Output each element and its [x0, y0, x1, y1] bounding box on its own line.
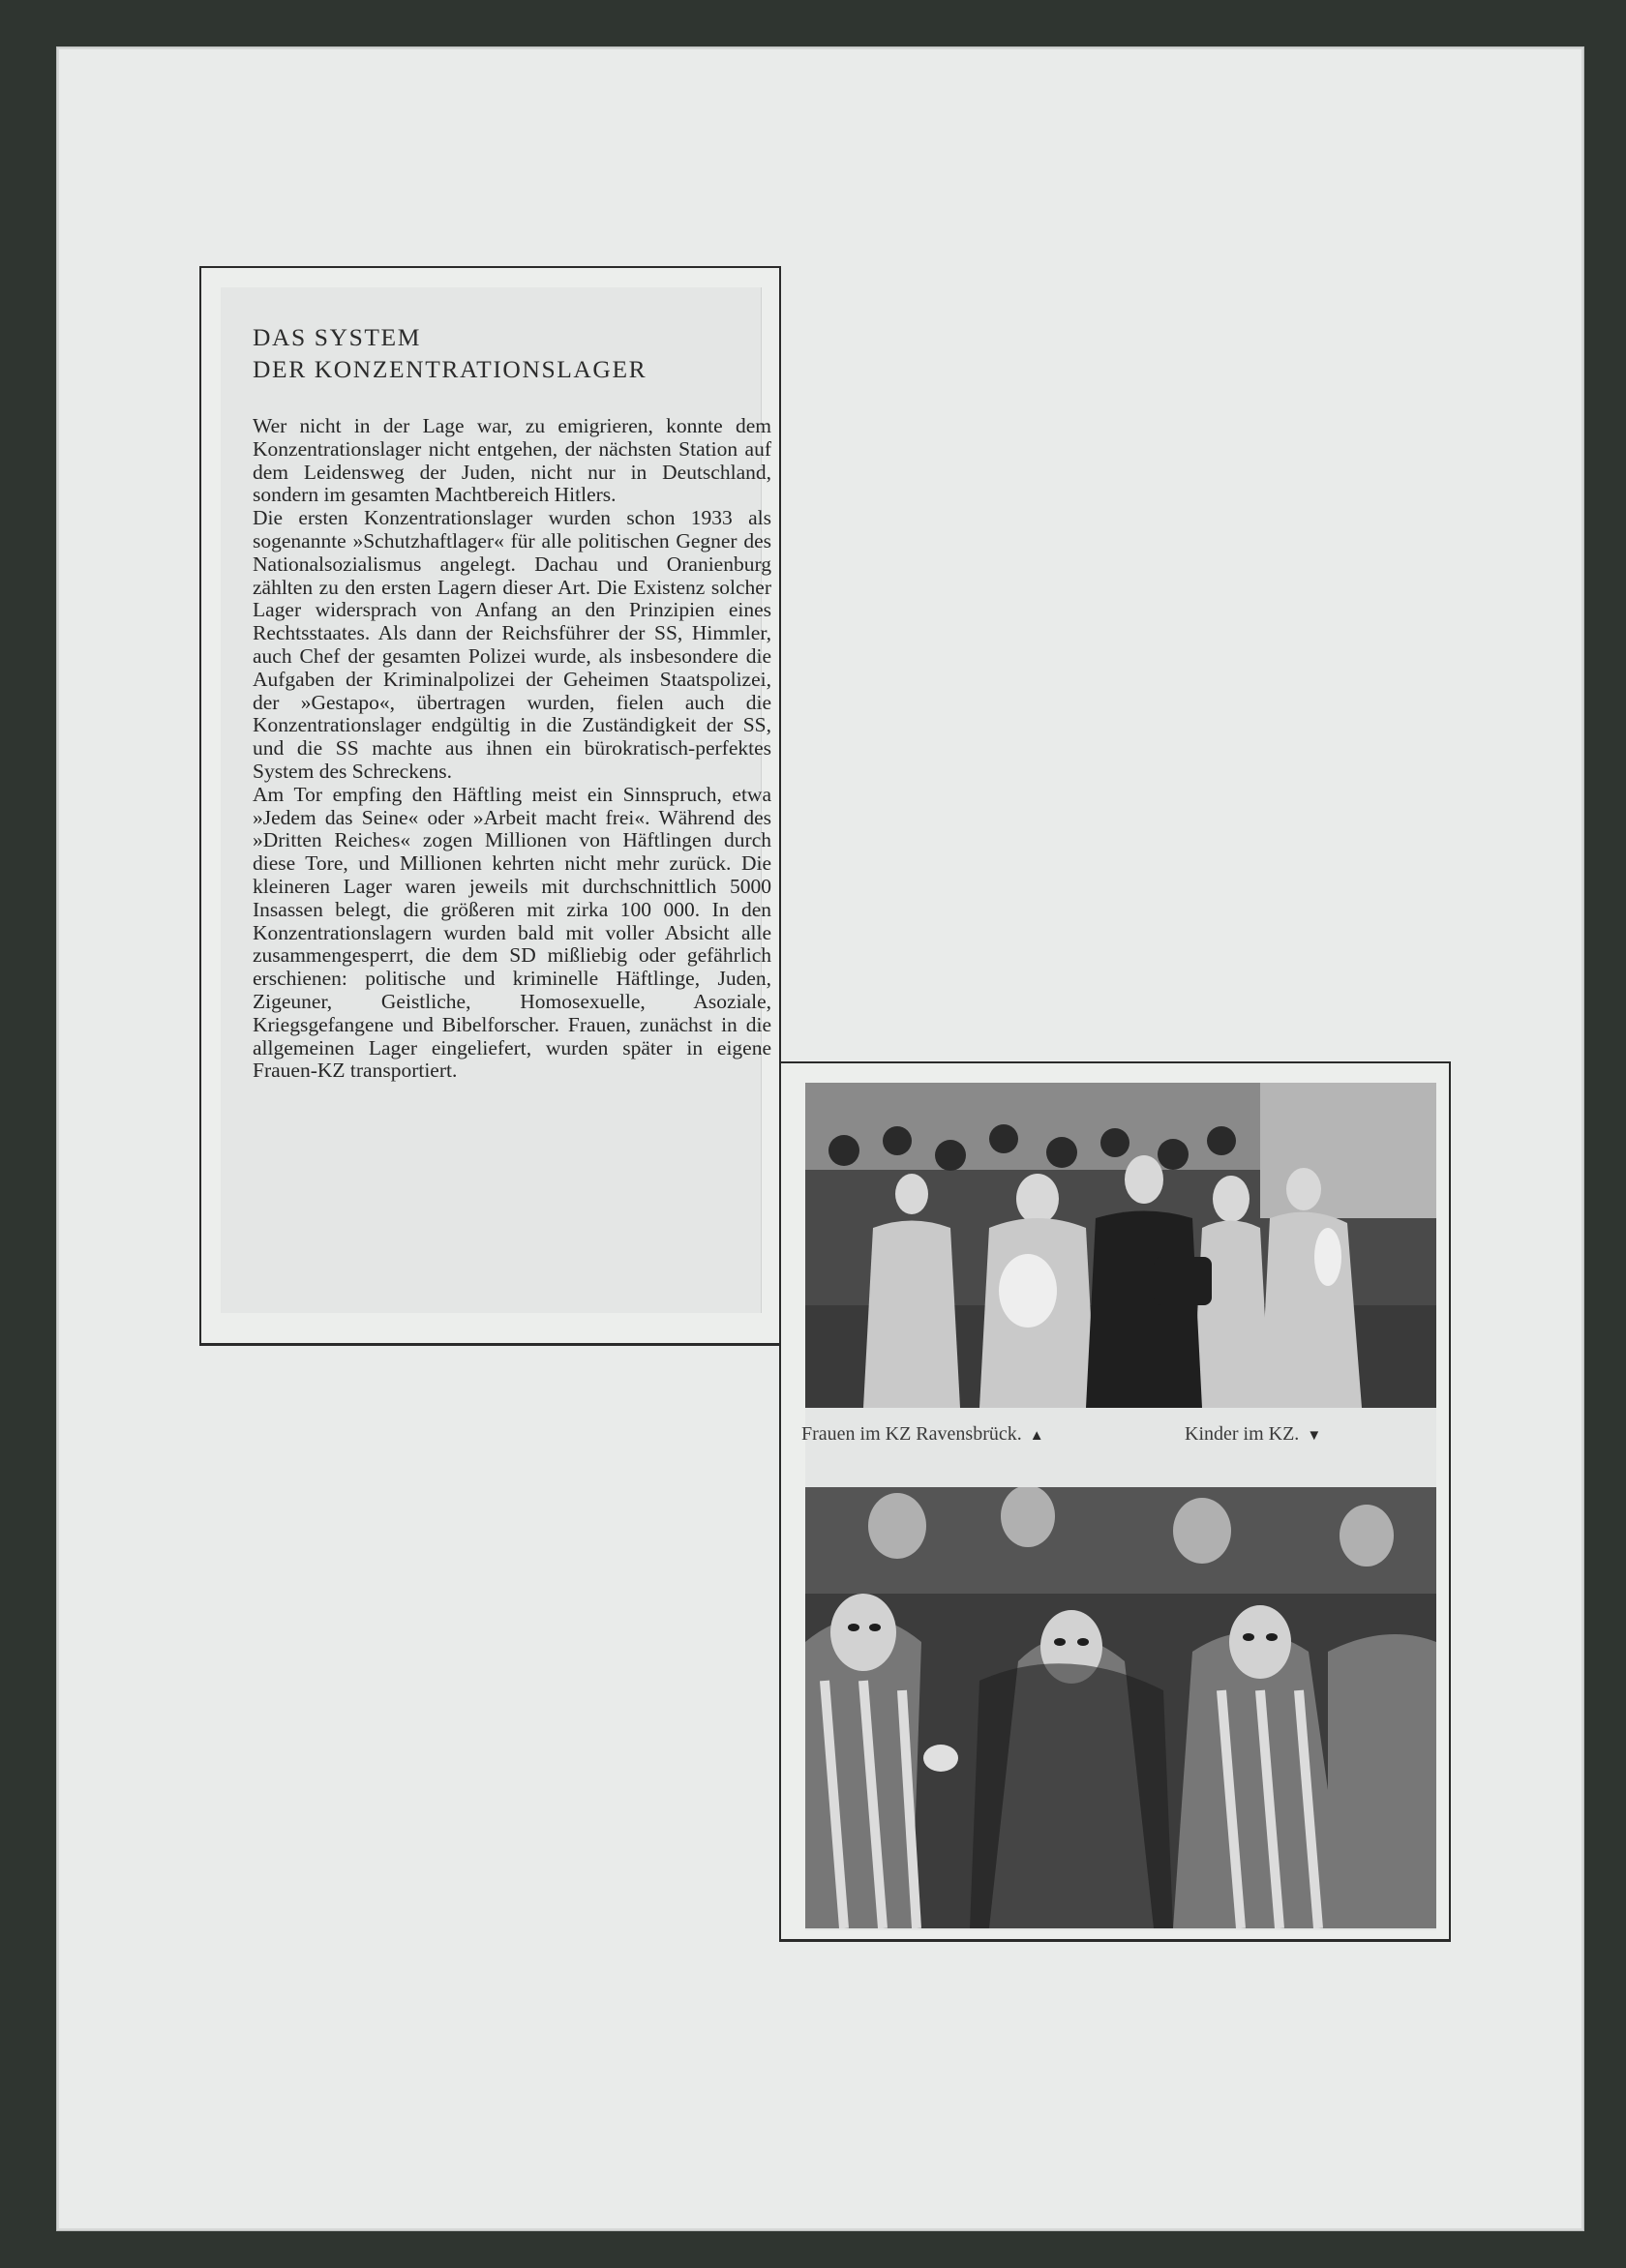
photo-women-image	[805, 1083, 1436, 1408]
photo-children	[805, 1487, 1436, 1928]
photo-children-image	[805, 1487, 1436, 1928]
paragraph-1: Wer nicht in der Lage war, zu emigrieren, konnte dem Konzentrationslager nicht entgehen, der nächsten Station auf dem Leidensweg der Juden, nicht nur in Deutschland, sondern im gesamten Machtbereich Hitlers.	[253, 414, 771, 507]
caption-children	[1185, 1423, 1321, 1446]
page-title	[253, 321, 756, 385]
paragraph-3: Am Tor empfing den Häftling meist ein Sinnspruch, etwa »Jedem das Seine« oder »Arbeit macht frei«. Während des »Dritten Reiches« zogen Millionen von Häftlingen durch diese Tore, und Millionen kehrten nicht mehr zurück. Die kleineren Lager waren jeweils mit durchschnittlich 5000 Insassen belegt, die größeren mit zirka 100 000. In den Konzentrationslagern wurden bald mit voller Absicht alle zusammengesperrt, die dem SD mißliebig oder gefährlich erschienen: politische und kriminelle Häftlinge, Juden, Zigeuner, Geistliche, Homosexuelle, Asoziale, Kriegsgefangene und Bibelforscher. Frauen, zunächst in die allgemeinen Lager eingeliefert, wurden später in eigene Frauen-KZ transportiert.	[253, 782, 771, 1083]
photo-panel	[779, 1061, 1451, 1942]
title-line-2: DER KONZENTRATIONSLAGER	[253, 355, 647, 383]
arrow-up-icon: ▲	[1029, 1428, 1044, 1444]
paragraph-2: Die ersten Konzentrationslager wurden schon 1933 als sogenannte »Schutzhaftlager« für alle politischen Gegner des Nationalsozialismus angelegt. Dachau und Oranienburg zählten zu den ersten Lagern dieser Art. Die Existenz solcher Lager widersprach von Anfang an den Prinzipien eines Rechtsstaates. Als dann der Reichsführer der SS, Himmler, auch Chef der gesamten Polizei wurde, als insbesondere die Aufgaben der Kriminalpolizei der Geheimen Staatspolizei, der »Gestapo«, übertragen wurden, fielen auch die Konzentrationslager endgültig in die Zuständigkeit der SS, und die SS machte aus ihnen ein bürokratisch-perfektes System des Schreckens.	[253, 506, 771, 783]
photo-panel-inner	[801, 1083, 1436, 1930]
caption-children-text: Kinder im KZ.	[1185, 1423, 1300, 1445]
text-panel-inner	[221, 287, 771, 1313]
title-line-1: DAS SYSTEM	[253, 323, 421, 351]
photo-women-ravensbrueck	[805, 1083, 1436, 1408]
caption-women-text: Frauen im KZ Ravensbrück.	[801, 1423, 1022, 1445]
article-body	[253, 415, 771, 1083]
text-panel	[199, 266, 781, 1346]
caption-women	[801, 1423, 1044, 1446]
arrow-down-icon: ▼	[1307, 1428, 1322, 1444]
